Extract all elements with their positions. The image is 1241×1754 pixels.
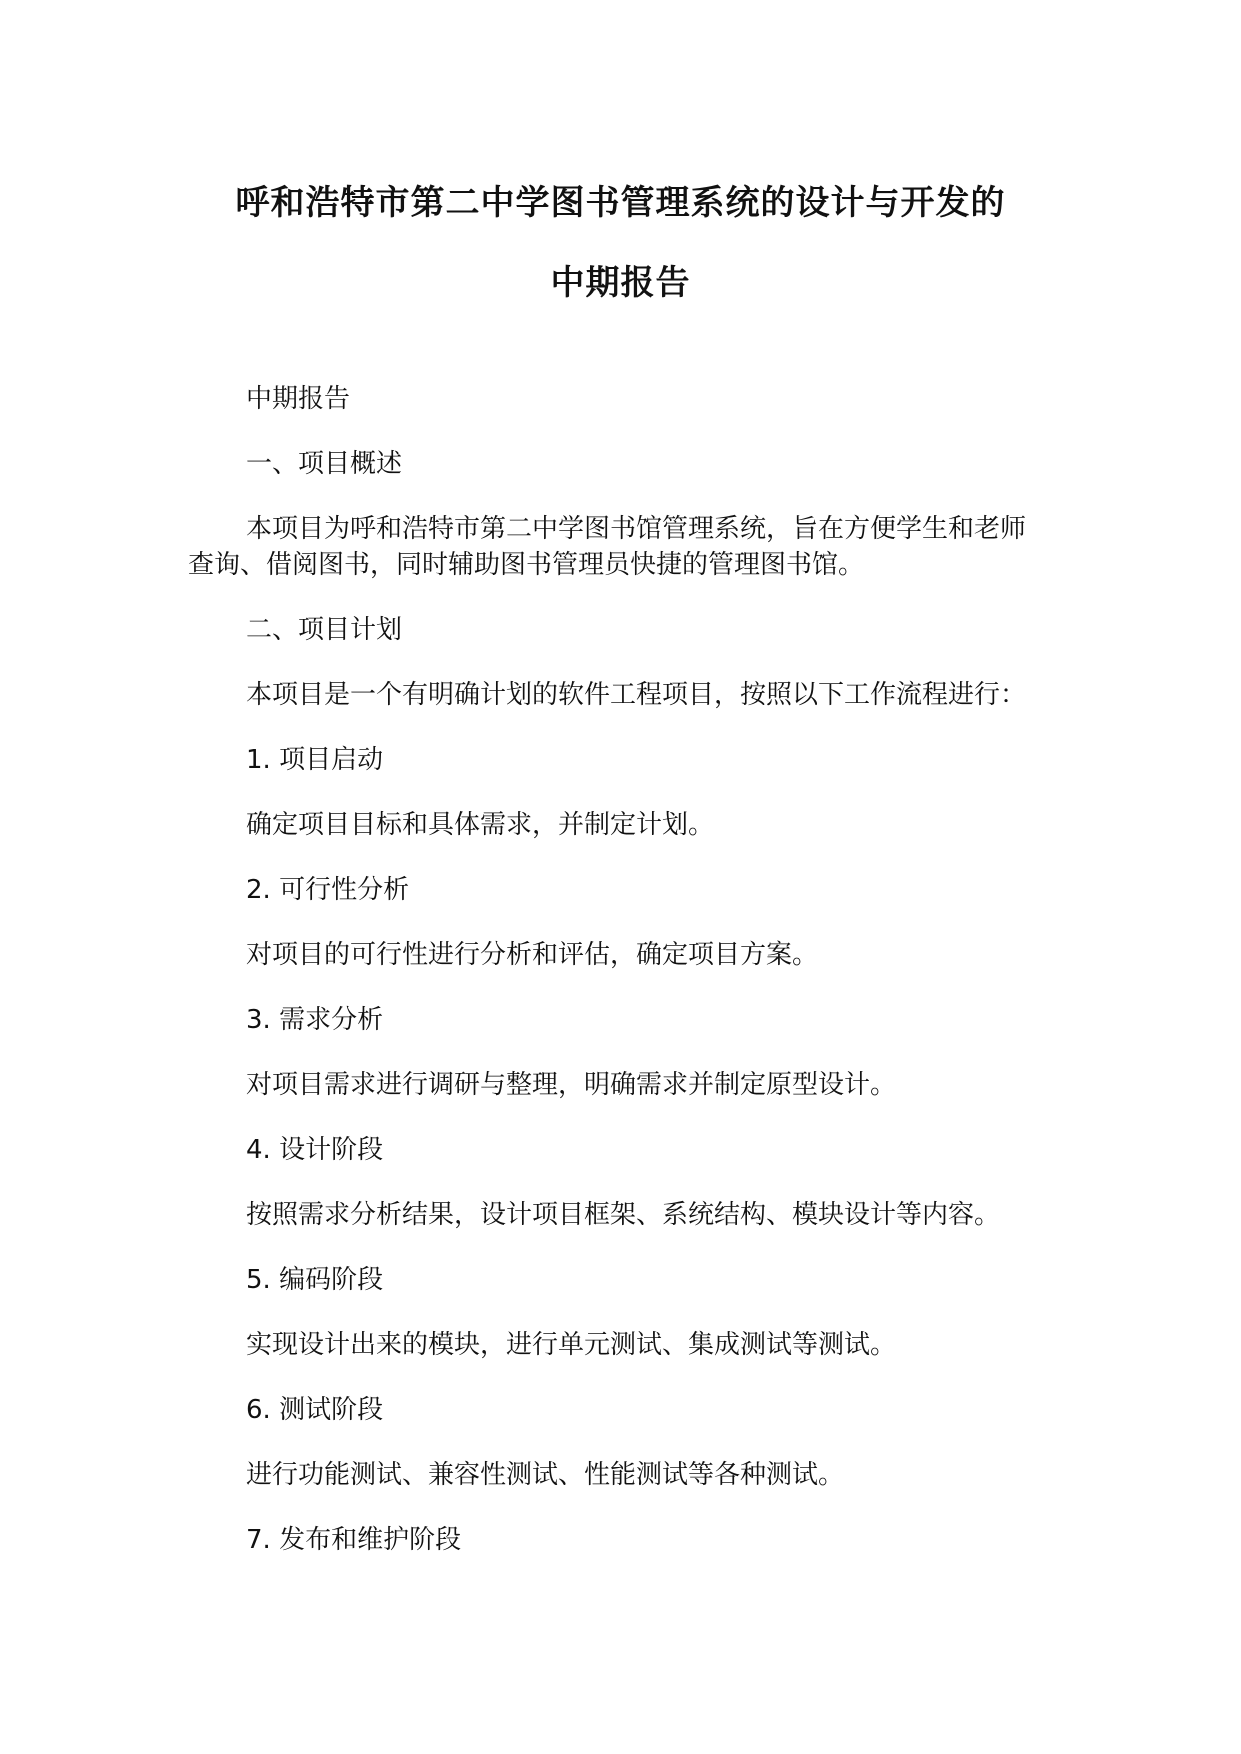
step-desc-1: 确定项目目标和具体需求，并制定计划。: [246, 810, 715, 840]
section-heading-overview: 一、项目概述: [246, 449, 403, 479]
step-heading-5: 5. 编码阶段: [246, 1265, 384, 1295]
step-desc-6: 进行功能测试、兼容性测试、性能测试等各种测试。: [246, 1460, 845, 1490]
step-desc-4: 按照需求分析结果，设计项目框架、系统结构、模块设计等内容。: [246, 1200, 1001, 1230]
paragraph-overview: 本项目为呼和浩特市第二中学图书馆管理系统，旨在方便学生和老师查询、借阅图书，同时辅助图书管理员快捷的管理图书馆。: [188, 514, 1027, 580]
section-label: 中期报告: [246, 384, 351, 414]
section-heading-plan: 二、项目计划: [246, 615, 403, 645]
step-heading-3: 3. 需求分析: [246, 1005, 384, 1035]
document-title-line1: 呼和浩特市第二中学图书管理系统的设计与开发的: [235, 183, 1006, 223]
step-heading-4: 4. 设计阶段: [246, 1135, 384, 1165]
step-heading-1: 1. 项目启动: [246, 745, 384, 775]
step-desc-2: 对项目的可行性进行分析和评估，确定项目方案。: [246, 940, 819, 970]
document-body: [188, 381, 1088, 1587]
step-heading-7: 7. 发布和维护阶段: [246, 1525, 462, 1555]
step-heading-6: 6. 测试阶段: [246, 1395, 384, 1425]
step-desc-3: 对项目需求进行调研与整理，明确需求并制定原型设计。: [246, 1070, 897, 1100]
document-title-line2: 中期报告: [550, 263, 691, 303]
step-heading-2: 2. 可行性分析: [246, 875, 410, 905]
step-desc-5: 实现设计出来的模块，进行单元测试、集成测试等测试。: [246, 1330, 897, 1360]
paragraph-plan-intro: 本项目是一个有明确计划的软件工程项目，按照以下工作流程进行：: [246, 680, 1027, 710]
